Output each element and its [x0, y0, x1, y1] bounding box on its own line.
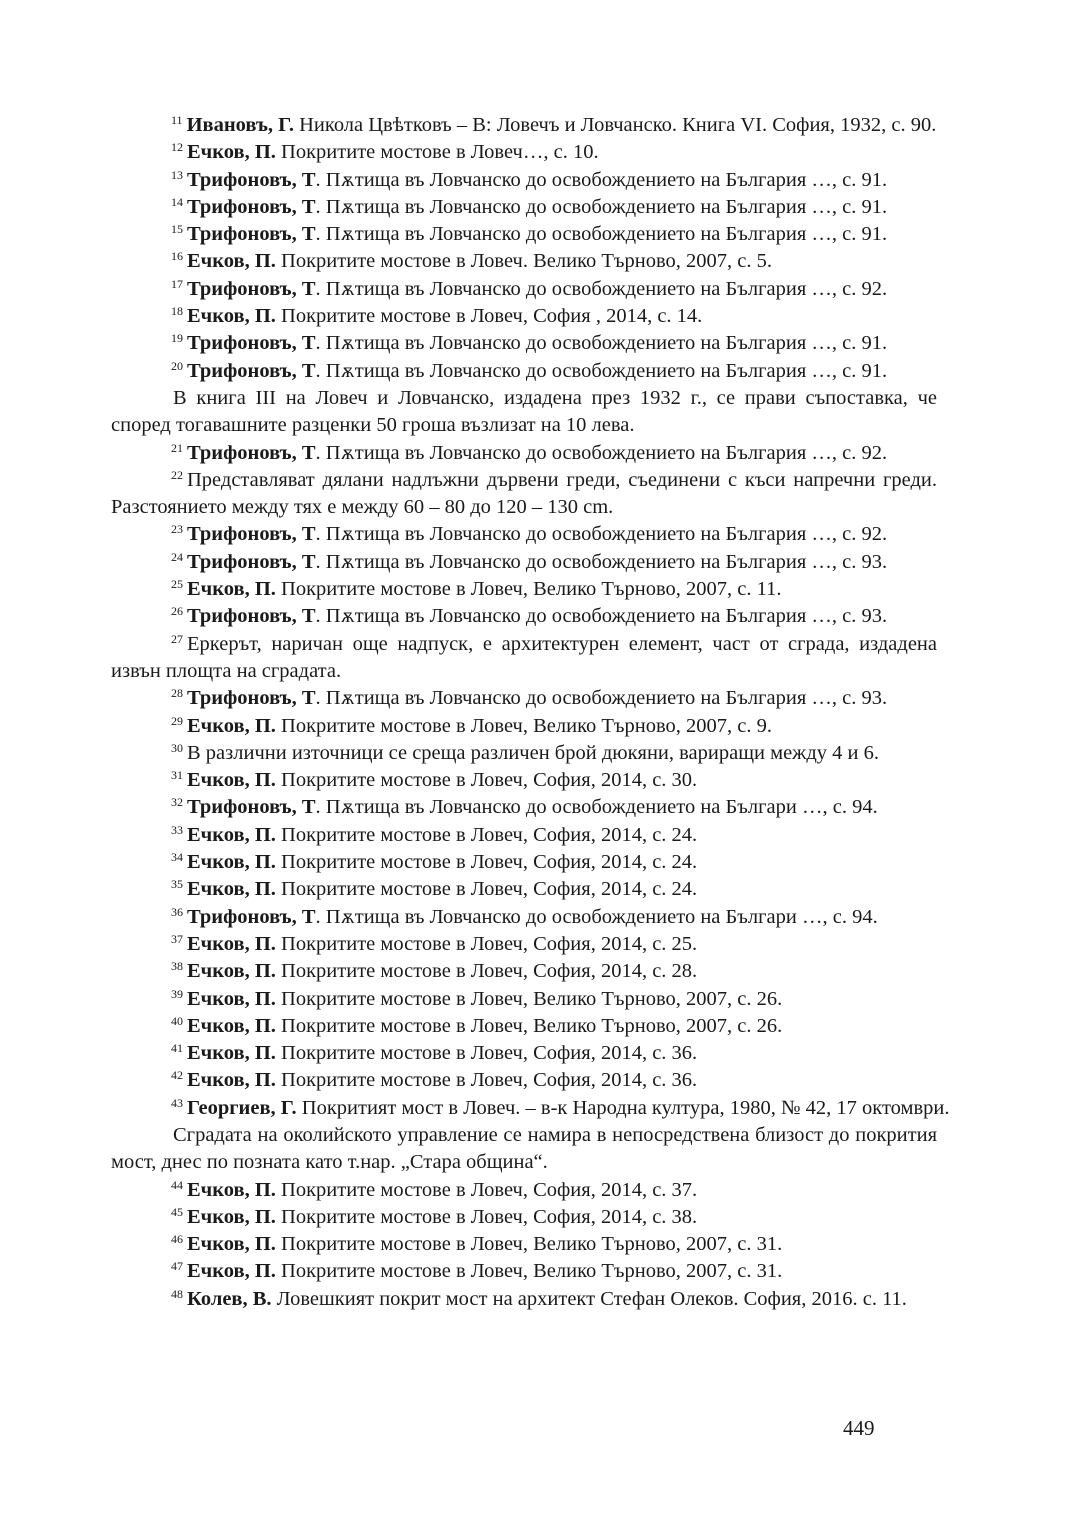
- footnote-18: [111, 303, 937, 330]
- footnote-34: [111, 849, 937, 876]
- footnote-number: 37: [171, 931, 183, 946]
- footnote-15: [111, 221, 937, 248]
- footnote-30: [111, 740, 937, 767]
- footnote-text: Покритите мостове в Ловеч, Велико Търново, 2007, с. 26.: [275, 1014, 783, 1037]
- footnote-16: [111, 248, 937, 275]
- footnote-45: [111, 1204, 937, 1231]
- footnote-continuation: [111, 1122, 937, 1177]
- footnote-author: Ечков, П.: [187, 141, 276, 164]
- footnote-number: 15: [171, 222, 183, 237]
- footnote-number: 32: [171, 795, 183, 810]
- footnote-author: Трифоновъ, Т: [187, 223, 316, 246]
- footnote-text: . Пѫтища въ Ловчанско до освобождението на България …, с. 92.: [315, 277, 888, 300]
- footnote-23: [111, 521, 937, 548]
- footnote-text: Покритите мостове в Ловеч, София, 2014, с. 36.: [275, 1042, 698, 1065]
- footnote-author: Ечков, П.: [187, 769, 276, 792]
- footnote-author: Ечков, П.: [187, 851, 276, 874]
- footnote-31: [111, 767, 937, 794]
- footnote-number: 38: [171, 959, 183, 974]
- footnote-author: Трифоновъ, Т: [187, 168, 316, 191]
- footnote-number: 13: [171, 167, 183, 182]
- footnote-author: Ечков, П.: [187, 932, 276, 955]
- footnote-text: Еркерът, наричан още надпуск, е архитектурен елемент, част от сграда, издадена извън площта на сградата.: [111, 632, 937, 682]
- footnote-14: [111, 194, 937, 221]
- footnote-19: [111, 330, 937, 357]
- footnote-17: [111, 276, 937, 303]
- footnote-text: Покритите мостове в Ловеч, Велико Търново, 2007, с. 31.: [275, 1233, 783, 1256]
- footnote-author: Ечков, П.: [187, 1233, 276, 1256]
- footnote-text: Покритите мостове в Ловеч, Велико Търново, 2007, с. 26.: [275, 987, 783, 1010]
- footnote-author: Трифоновъ, Т: [187, 687, 316, 710]
- footnote-35: [111, 876, 937, 903]
- footnote-number: 20: [171, 358, 183, 373]
- footnote-text: Покритите мостове в Ловеч, София, 2014, с. 24.: [275, 878, 698, 901]
- footnotes-block: [111, 112, 950, 1313]
- footnote-number: 36: [171, 904, 183, 919]
- footnote-24: [111, 549, 937, 576]
- footnote-number: 47: [171, 1259, 183, 1274]
- footnote-46: [111, 1231, 937, 1258]
- footnote-27: [111, 631, 937, 686]
- footnote-author: Ечков, П.: [187, 714, 276, 737]
- footnote-number: 16: [171, 249, 183, 264]
- footnote-number: 35: [171, 877, 183, 892]
- footnote-38: [111, 958, 937, 985]
- footnote-number: 18: [171, 304, 183, 319]
- footnote-author: Трифоновъ, Т: [187, 796, 316, 819]
- footnote-number: 41: [171, 1041, 183, 1056]
- footnote-author: Ечков, П.: [187, 578, 276, 601]
- footnote-44: [111, 1177, 937, 1204]
- footnote-text: Сградата на околийското управление се намира в непосредствена близост до покрития мост, днес по позната като т.нар. „Стара община“.: [111, 1123, 937, 1174]
- footnote-43: [111, 1095, 950, 1122]
- footnote-author: Ечков, П.: [187, 1042, 276, 1065]
- footnote-author: Ечков, П.: [187, 987, 276, 1010]
- footnote-author: Трифоновъ, Т: [187, 550, 316, 573]
- footnote-number: 21: [171, 440, 183, 455]
- footnote-number: 43: [171, 1095, 183, 1110]
- footnote-number: 26: [171, 604, 183, 619]
- footnote-13: [111, 167, 937, 194]
- footnote-number: 19: [171, 331, 183, 346]
- footnote-text: Никола Цвѣтковъ – В: Ловечъ и Ловчанско. Книга VI. София, 1932, с. 90.: [294, 114, 937, 136]
- footnote-author: Трифоновъ, Т: [187, 332, 316, 355]
- footnote-author: Трифоновъ, Т: [187, 195, 316, 218]
- footnote-number: 12: [171, 140, 183, 155]
- footnote-author: Колев, В.: [187, 1287, 272, 1310]
- footnote-number: 22: [171, 467, 183, 482]
- footnote-21: [111, 440, 937, 467]
- footnote-text: В книга III на Ловеч и Ловчанско, издадена през 1932 г., се прави съпоставка, че според тогавашните разценки 50 гроша възлизат на 10 лева.: [111, 386, 937, 437]
- footnote-text: Представляват дялани надлъжни дървени греди, съединени с къси напречни греди. Разстоянието между тях е между 60 – 80 до 120 – 130 cm.: [111, 468, 937, 519]
- footnote-28: [111, 685, 937, 712]
- footnote-author: Ечков, П.: [187, 1014, 276, 1037]
- footnote-number: 34: [171, 850, 183, 865]
- footnote-text: . Пѫтища въ Ловчанско до освобождението на България …, с. 91.: [315, 359, 888, 382]
- footnote-20: [111, 358, 937, 385]
- footnote-number: 39: [171, 986, 183, 1001]
- footnote-text: . Пѫтища въ Ловчанско до освобождението на България …, с. 92.: [315, 441, 888, 464]
- footnote-author: Трифоновъ, Т: [187, 905, 316, 928]
- footnote-47: [111, 1258, 937, 1285]
- footnote-text: Покритите мостове в Ловеч…, с. 10.: [275, 141, 599, 164]
- footnote-text: . Пѫтища въ Ловчанско до освобождението на България …, с. 91.: [315, 223, 888, 246]
- footnote-text: . Пѫтища въ Ловчанско до освобождението на България …, с. 91.: [315, 195, 888, 218]
- footnote-number: 42: [171, 1068, 183, 1083]
- footnote-text: Покритите мостове в Ловеч, София, 2014, с. 28.: [275, 960, 698, 983]
- footnote-text: Покритите мостове в Ловеч, София, 2014, с. 25.: [275, 932, 698, 955]
- footnote-26: [111, 603, 937, 630]
- footnote-number: 46: [171, 1232, 183, 1247]
- footnote-33: [111, 822, 937, 849]
- footnote-author: Трифоновъ, Т: [187, 605, 316, 628]
- footnote-number: 17: [171, 276, 183, 291]
- footnote-number: 28: [171, 686, 183, 701]
- footnote-author: Трифоновъ, Т: [187, 277, 316, 300]
- footnote-author: Трифоновъ, Т: [187, 359, 316, 382]
- footnote-text: Покритите мостове в Ловеч, Велико Търново, 2007, с. 11.: [275, 578, 782, 601]
- footnote-39: [111, 986, 937, 1013]
- footnote-number: 30: [171, 740, 183, 755]
- footnote-number: 23: [171, 522, 183, 537]
- footnote-author: Ечков, П.: [187, 878, 276, 901]
- footnote-36: [111, 904, 937, 931]
- footnote-text: В различни източници се среща различен брой дюкяни, вариращи между 4 и 6.: [187, 741, 879, 764]
- footnote-text: Покритият мост в Ловеч. – в-к Народна култура, 1980, № 42, 17 октомври.: [296, 1096, 950, 1119]
- footnote-author: Георгиев, Г.: [187, 1096, 297, 1119]
- footnote-continuation: [111, 385, 937, 440]
- footnote-text: Покритите мостове в Ловеч. Велико Търново, 2007, с. 5.: [275, 250, 772, 273]
- footnote-37: [111, 931, 937, 958]
- footnote-number: 25: [171, 577, 183, 592]
- footnote-text: . Пѫтища въ Ловчанско до освобождението на Българи …, с. 94.: [315, 796, 878, 819]
- footnote-number: 24: [171, 549, 183, 564]
- footnote-text: Ловешкият покрит мост на архитект Стефан Олеков. София, 2016. с. 11.: [271, 1287, 907, 1310]
- footnote-author: Ечков, П.: [187, 960, 276, 983]
- footnote-number: 48: [171, 1286, 183, 1301]
- footnote-25: [111, 576, 937, 603]
- footnote-text: . Пѫтища въ Ловчанско до освобождението на България …, с. 92.: [315, 523, 888, 546]
- footnote-text: . Пѫтища въ Ловчанско до освобождението на България …, с. 93.: [315, 550, 888, 573]
- footnote-author: Ечков, П.: [187, 823, 276, 846]
- footnote-42: [111, 1067, 937, 1094]
- footnote-text: Покритите мостове в Ловеч, София, 2014, с. 30.: [275, 769, 698, 792]
- footnote-number: 27: [171, 631, 183, 646]
- footnote-text: . Пѫтища въ Ловчанско до освобождението на България …, с. 91.: [315, 332, 888, 355]
- footnote-number: 45: [171, 1204, 183, 1219]
- footnote-number: 11: [171, 113, 183, 127]
- footnote-number: 14: [171, 194, 183, 209]
- footnote-number: 33: [171, 822, 183, 837]
- footnote-author: Ечков, П.: [187, 250, 276, 273]
- footnote-author: Трифоновъ, Т: [187, 523, 316, 546]
- footnote-author: Ечков, П.: [187, 305, 276, 328]
- footnote-text: Покритите мостове в Ловеч, София, 2014, с. 37.: [275, 1178, 698, 1201]
- footnote-22: [111, 467, 937, 522]
- footnote-text: . Пѫтища въ Ловчанско до освобождението на България …, с. 93.: [315, 605, 888, 628]
- footnote-text: Покритите мостове в Ловеч, София , 2014, с. 14.: [275, 305, 703, 328]
- footnote-number: 44: [171, 1177, 183, 1192]
- footnote-author: Ечков, П.: [187, 1178, 276, 1201]
- footnote-author: Трифоновъ, Т: [187, 441, 316, 464]
- footnote-author: Ечков, П.: [187, 1205, 276, 1228]
- footnote-29: [111, 713, 937, 740]
- footnote-12: [111, 139, 937, 166]
- page-number: 449: [843, 1416, 875, 1440]
- footnote-text: . Пѫтища въ Ловчанско до освобождението на България …, с. 91.: [315, 168, 888, 191]
- footnote-40: [111, 1013, 937, 1040]
- footnote-number: 31: [171, 768, 183, 783]
- footnote-48: [111, 1286, 937, 1313]
- footnote-text: . Пѫтища въ Ловчанско до освобождението на Българи …, с. 94.: [315, 905, 878, 928]
- footnote-text: Покритите мостове в Ловеч, София, 2014, с. 24.: [275, 823, 698, 846]
- footnote-11: [111, 112, 937, 139]
- footnote-author: Ечков, П.: [187, 1260, 276, 1283]
- footnote-number: 40: [171, 1013, 183, 1028]
- footnote-text: Покритите мостове в Ловеч, София, 2014, с. 38.: [275, 1205, 698, 1228]
- footnote-32: [111, 794, 937, 821]
- footnote-text: . Пѫтища въ Ловчанско до освобождението на България …, с. 93.: [315, 687, 888, 710]
- footnote-text: Покритите мостове в Ловеч, София, 2014, с. 36.: [275, 1069, 698, 1092]
- footnote-author: Ечков, П.: [187, 1069, 276, 1092]
- footnote-text: Покритите мостове в Ловеч, Велико Търново, 2007, с. 31.: [275, 1260, 783, 1283]
- footnote-text: Покритите мостове в Ловеч, Велико Търново, 2007, с. 9.: [275, 714, 772, 737]
- footnote-author: Ивановъ, Г.: [186, 114, 294, 136]
- footnote-text: Покритите мостове в Ловеч, София, 2014, с. 24.: [275, 851, 698, 874]
- footnote-number: 29: [171, 713, 183, 728]
- footnote-41: [111, 1040, 937, 1067]
